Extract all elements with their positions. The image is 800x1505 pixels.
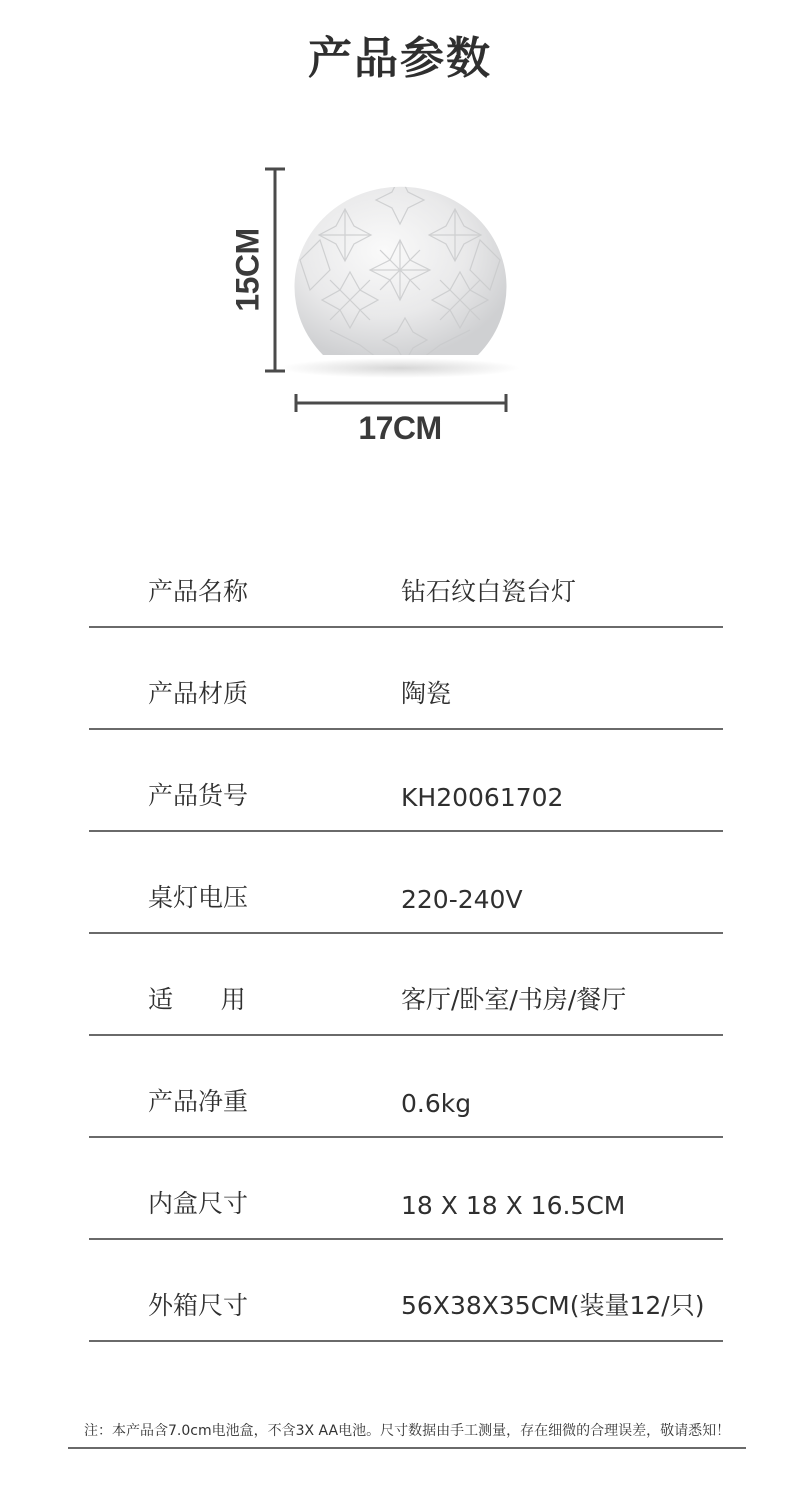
spec-row <box>89 1240 723 1342</box>
spec-label: 内盒尺寸 <box>148 1189 249 1218</box>
spec-label: 适 用 <box>148 985 246 1014</box>
spec-value: 18 X 18 X 16.5CM <box>401 1191 626 1220</box>
spec-value: 钻石纹白瓷台灯 <box>401 577 577 606</box>
spec-value: KH20061702 <box>401 783 564 812</box>
height-dimension-line <box>265 168 285 372</box>
spec-label: 产品货号 <box>148 781 249 810</box>
width-label: 17CM <box>358 410 442 446</box>
footnote-divider <box>68 1447 746 1449</box>
spec-row <box>89 934 723 1036</box>
height-label: 15CM <box>229 228 266 312</box>
spec-value: 56X38X35CM(装量12/只) <box>401 1291 705 1320</box>
spec-row <box>89 730 723 832</box>
footnote: 注：本产品含7.0cm电池盒，不含3X AA电池。尺寸数据由手工测量，存在细微的合理误差，敬请悉知！ <box>84 1423 731 1439</box>
spec-row <box>89 545 723 628</box>
spec-row <box>89 1138 723 1240</box>
spec-label: 桌灯电压 <box>148 883 249 912</box>
spec-value: 0.6kg <box>401 1089 472 1118</box>
spec-label: 产品净重 <box>148 1087 249 1116</box>
spec-value: 220-240V <box>401 885 523 914</box>
lamp-shadow <box>280 358 520 378</box>
spec-value: 客厅/卧室/书房/餐厅 <box>401 985 627 1014</box>
spec-label: 外箱尺寸 <box>148 1291 249 1320</box>
page-title: 产品参数 <box>308 33 492 84</box>
spec-row <box>89 832 723 934</box>
spec-value: 陶瓷 <box>401 679 452 708</box>
spec-table <box>89 545 723 1342</box>
product-dimension-figure <box>0 0 800 520</box>
spec-row <box>89 628 723 730</box>
spec-label: 产品材质 <box>148 679 249 708</box>
spec-row <box>89 1036 723 1138</box>
spec-label: 产品名称 <box>148 577 249 606</box>
